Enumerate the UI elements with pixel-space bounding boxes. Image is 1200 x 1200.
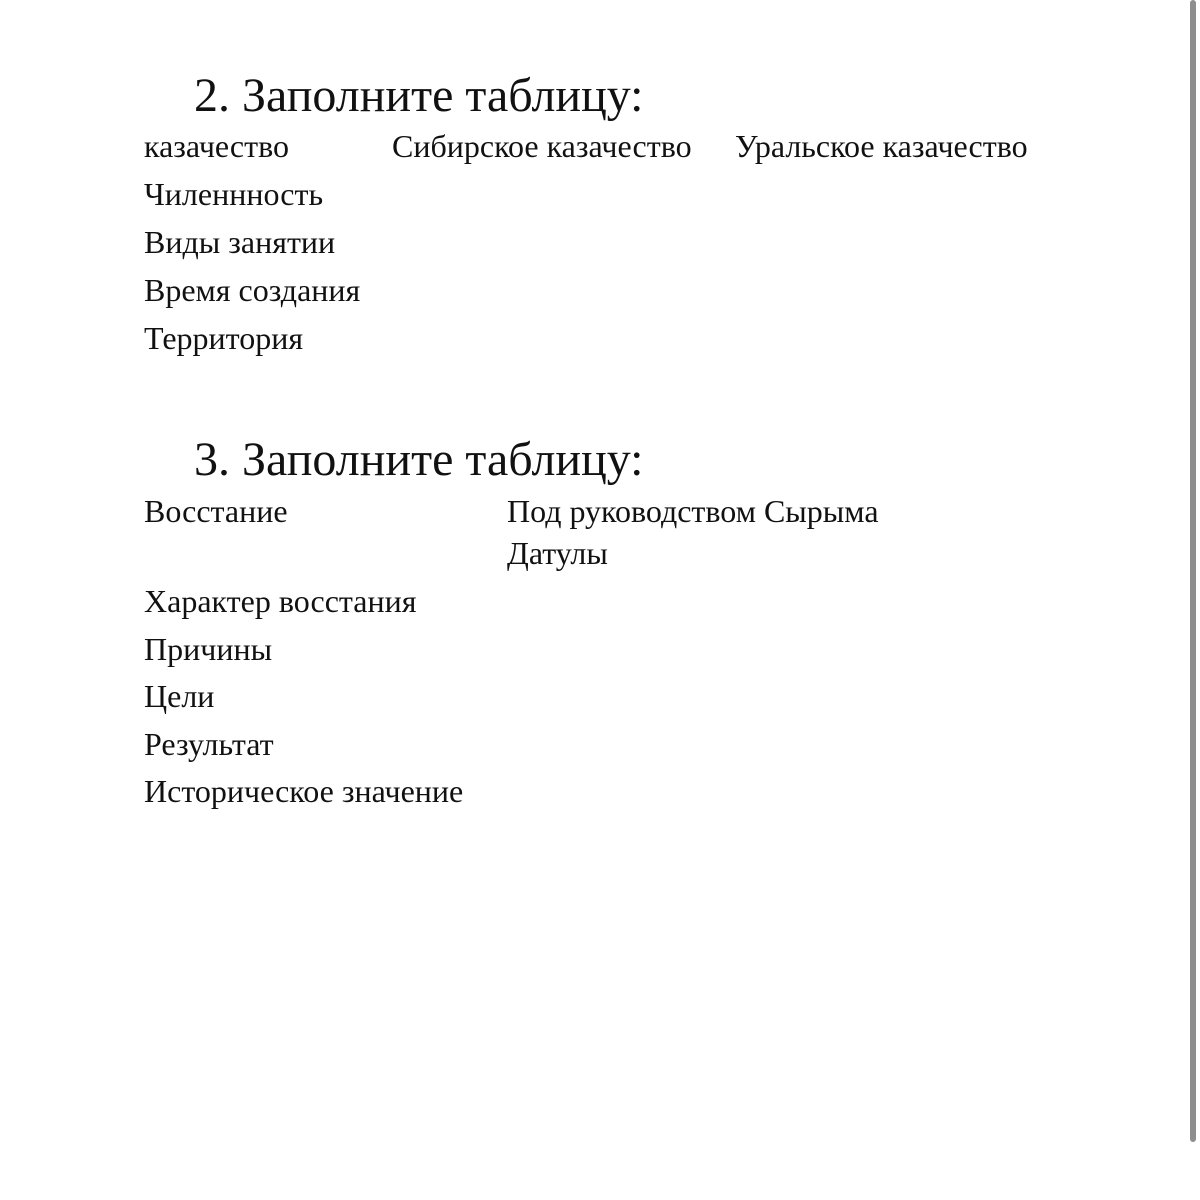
task3-heading: 3. Заполните таблицу: [194,433,644,486]
task3-header-col1: Восстание [144,493,288,529]
vertical-scrollbar[interactable] [1184,0,1200,1200]
task3-row-label: Результат [144,726,274,762]
scrollbar-thumb[interactable] [1190,0,1196,1142]
task2-row-label: Время создания [144,272,361,308]
task2-header-col1: казачество [144,128,289,164]
task3-header-col2: Под руководством Сырыма Датулы [507,493,879,571]
task2-row-label: Чиленнность [144,176,324,212]
task3-row-label: Историческое значение [144,773,464,809]
task2-row-label: Виды занятии [144,224,336,260]
task2-header-col2: Сибирское казачество [392,128,692,164]
task2-row-label: Территория [144,320,304,356]
task3-row-label: Причины [144,631,273,667]
task2-header-col3: Уральское казачество [735,128,1028,164]
task3-row-label: Цели [144,678,215,714]
task3-row-label: Характер восстания [144,583,417,619]
task2-heading: 2. Заполните таблицу: [194,69,644,122]
